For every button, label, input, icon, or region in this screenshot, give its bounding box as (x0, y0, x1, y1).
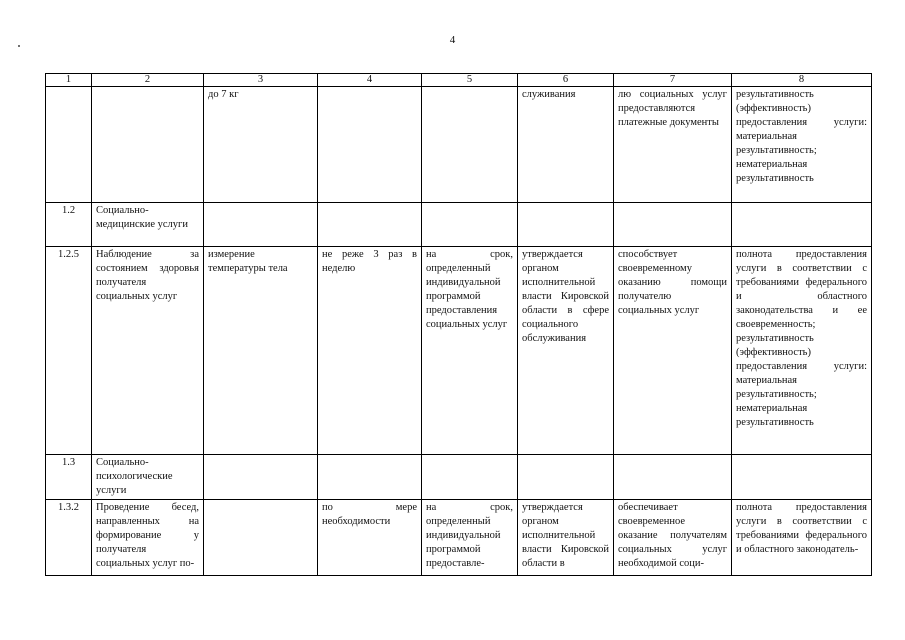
cell-term: на срок, определенный индивидуальной программой предоставления социальных услуг (422, 247, 518, 455)
table-row (46, 203, 872, 247)
cell-frequency (318, 455, 422, 500)
cell-frequency: по мере необходимости (318, 500, 422, 576)
header-cell: 1 (46, 74, 92, 87)
cell-tariff (518, 203, 614, 247)
cell-tariff: служивания (518, 87, 614, 203)
column-number-header (46, 74, 872, 87)
cell-frequency (318, 87, 422, 203)
cell-service-description (204, 455, 318, 500)
header-cell: 4 (318, 74, 422, 87)
row-number: 1.3.2 (46, 500, 92, 576)
services-table (45, 73, 872, 576)
page-number: 4 (449, 34, 456, 46)
cell-quality-indicators: полнота предоставления услуги в соответствии с требованиями федерального и областного законодательства и ее своевременность; результативность (эффективность) предоставления услуги: материальная результативность; нематериальная результативность (732, 247, 872, 455)
cell-conditions (614, 203, 732, 247)
cell-service-description: до 7 кг (204, 87, 318, 203)
cell-service-name: Проведение бесед, направленных на формирование у получателя социальных услуг по- (92, 500, 204, 576)
cell-frequency (318, 203, 422, 247)
cell-tariff: утверждается органом исполнительной власти Кировской области в (518, 500, 614, 576)
header-cell: 8 (732, 74, 872, 87)
row-number: 1.2.5 (46, 247, 92, 455)
cell-service-description (204, 203, 318, 247)
header-cell: 6 (518, 74, 614, 87)
cell-service-name: Социально-психологические услуги (92, 455, 204, 500)
cell-service-name (92, 87, 204, 203)
cell-conditions: способствует своевременному оказанию помощи получателю социальных услуг (614, 247, 732, 455)
header-cell: 3 (204, 74, 318, 87)
cell-term (422, 87, 518, 203)
cell-quality-indicators (732, 203, 872, 247)
cell-conditions (614, 455, 732, 500)
cell-quality-indicators: результативность (эффективность) предоставления услуги: материальная результативность; нематериальная результативность (732, 87, 872, 203)
table-row (46, 247, 872, 455)
row-number: 1.2 (46, 203, 92, 247)
cell-term (422, 203, 518, 247)
cell-service-name: Социально-медицинские услуги (92, 203, 204, 247)
cell-frequency: не реже 3 раз в неделю (318, 247, 422, 455)
header-cell: 5 (422, 74, 518, 87)
cell-term: на срок, определенный индивидуальной программой предоставле- (422, 500, 518, 576)
cell-service-description (204, 500, 318, 576)
header-cell: 2 (92, 74, 204, 87)
header-cell: 7 (614, 74, 732, 87)
table-row (46, 455, 872, 500)
cell-term (422, 455, 518, 500)
row-number: 1.3 (46, 455, 92, 500)
cell-tariff: утверждается органом исполнительной власти Кировской области в сфере социального обслуживания (518, 247, 614, 455)
cell-service-name: Наблюдение за состоянием здоровья получателя социальных услуг (92, 247, 204, 455)
cell-quality-indicators (732, 455, 872, 500)
cell-conditions: обеспечивает своевременное оказание получателям социальных услуг необходимой соци- (614, 500, 732, 576)
table-row (46, 87, 872, 203)
cell-service-description: измерение температуры тела (204, 247, 318, 455)
table-row (46, 500, 872, 576)
cell-conditions: лю социальных услуг предоставляются платежные документы (614, 87, 732, 203)
row-number (46, 87, 92, 203)
cell-quality-indicators: полнота предоставления услуги в соответствии с требованиями федерального и областного законодатель- (732, 500, 872, 576)
cell-tariff (518, 455, 614, 500)
